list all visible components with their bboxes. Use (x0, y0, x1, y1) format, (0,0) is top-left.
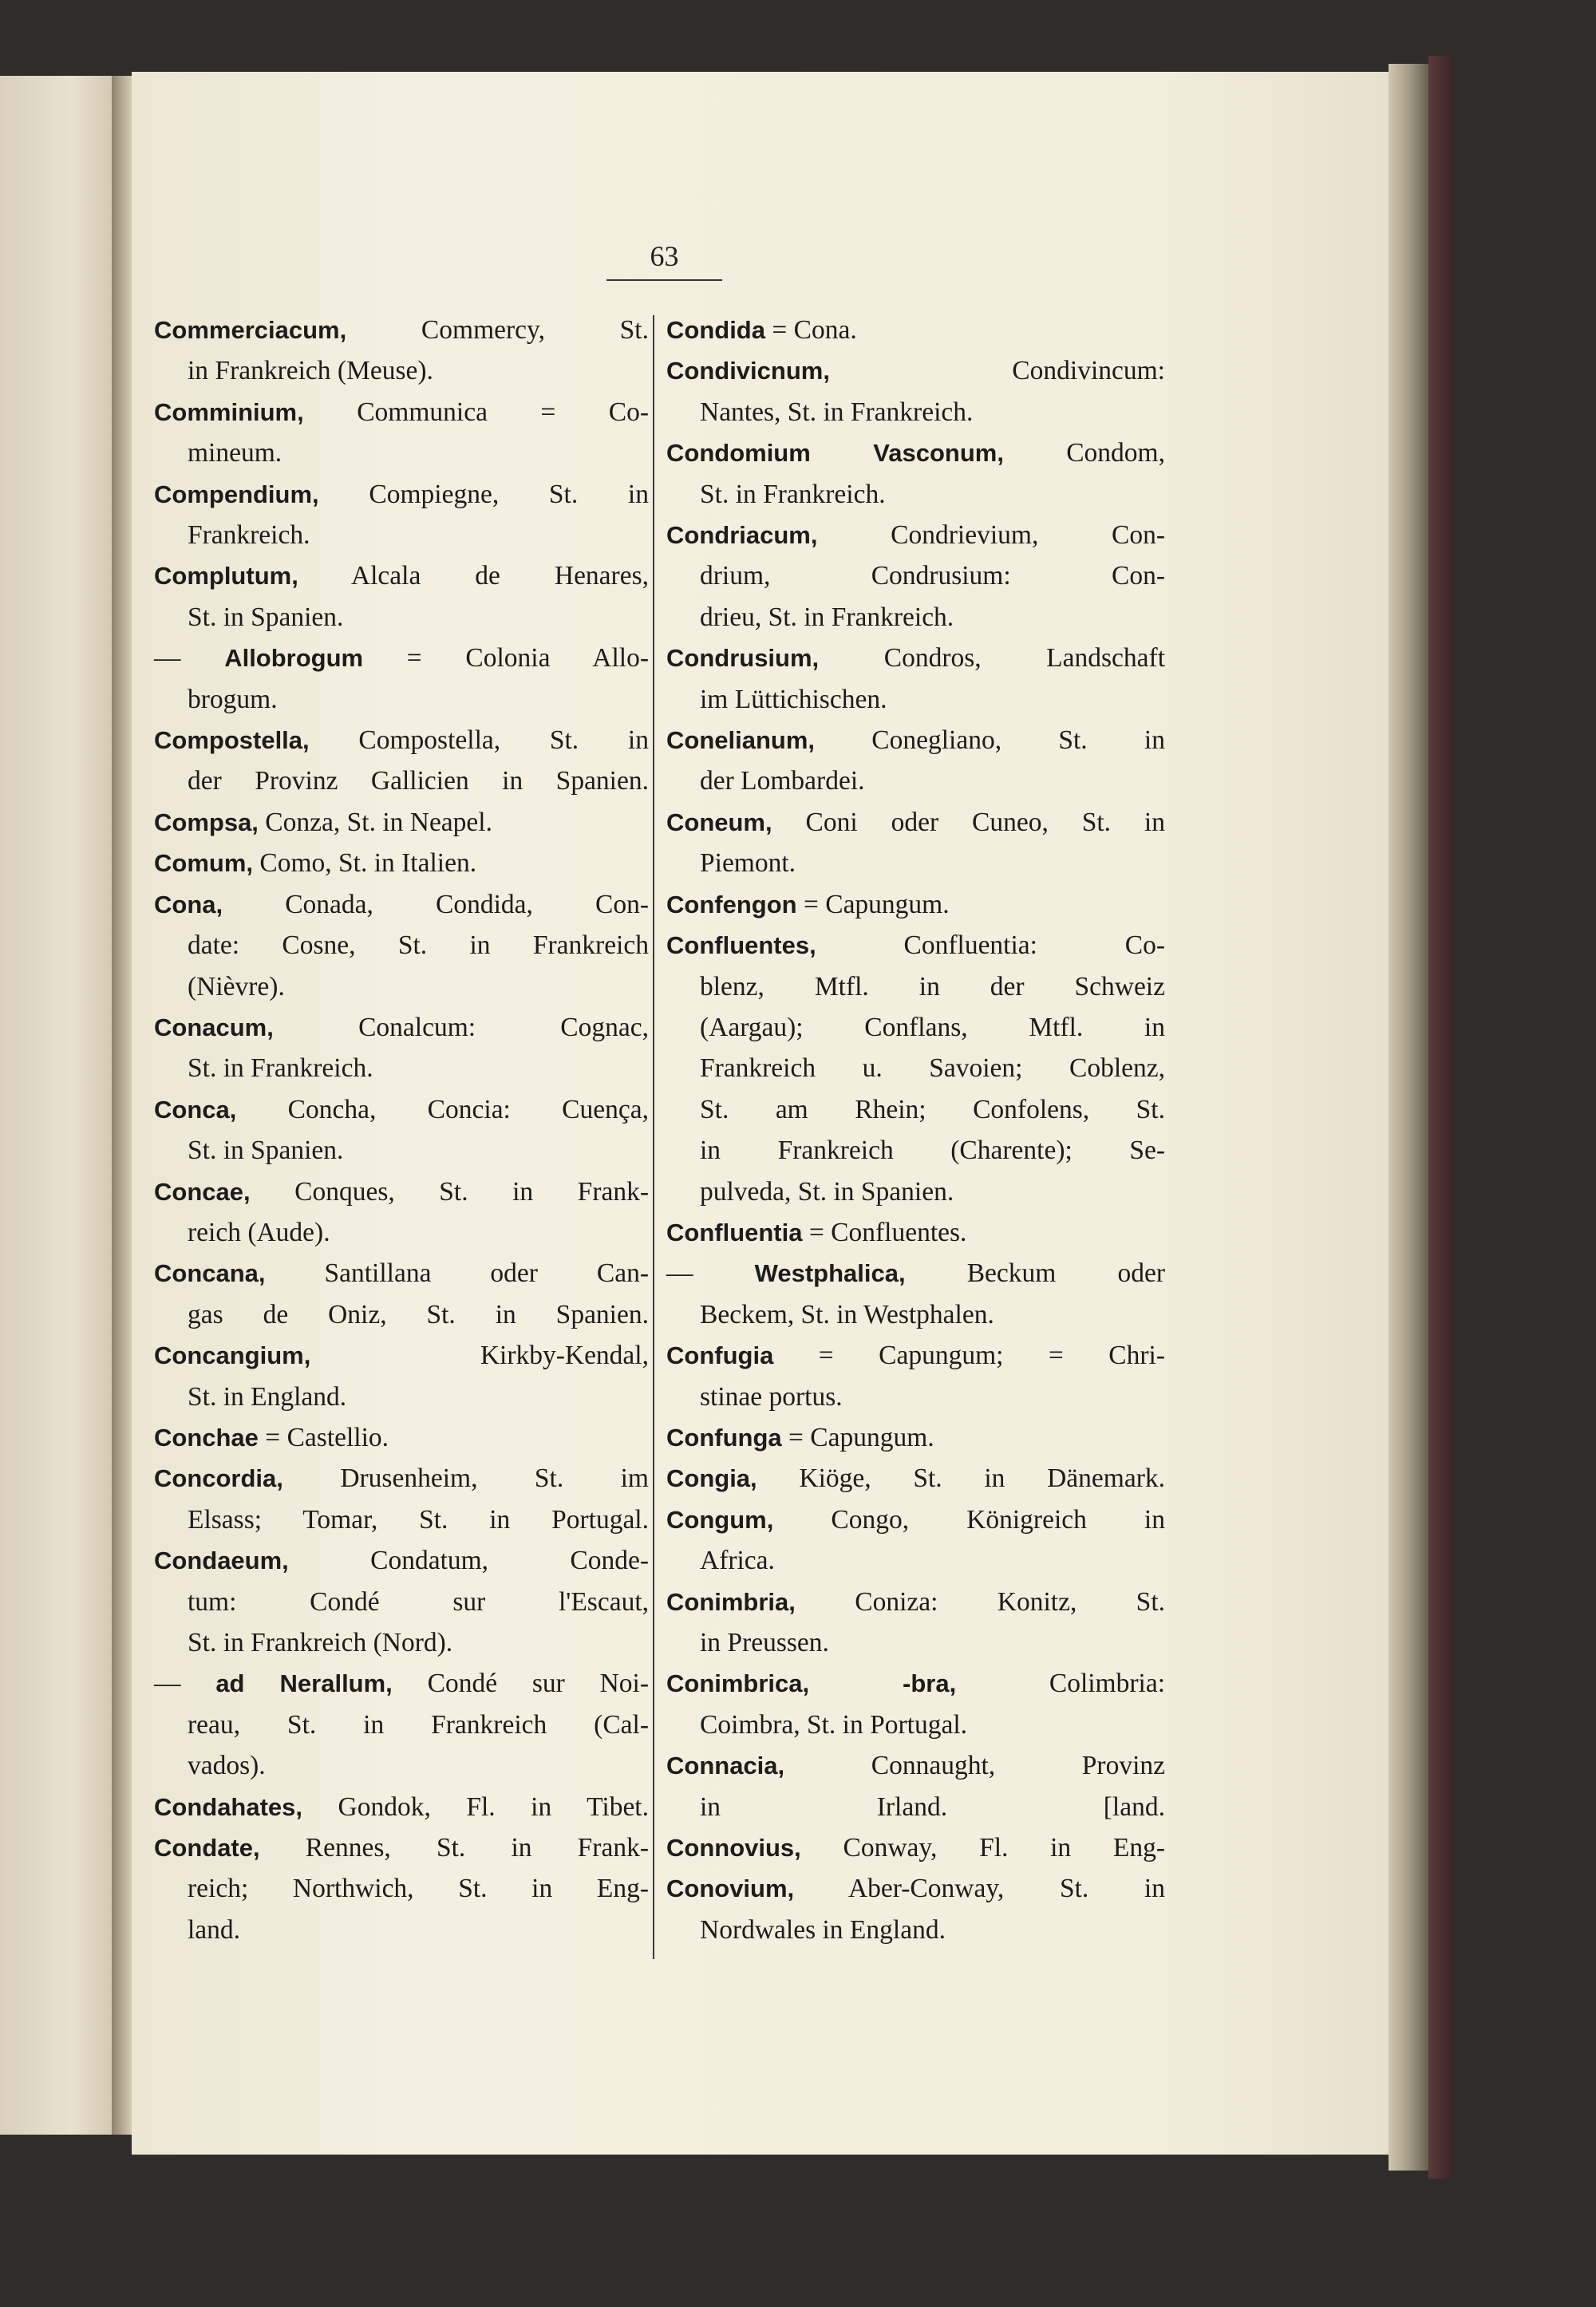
headword: Confugia (666, 1341, 774, 1370)
entry-text: Conques, St. in Frank- (250, 1176, 649, 1207)
headword: Condriacum, (666, 521, 818, 550)
entry-text: Condé sur Noi- (392, 1669, 650, 1699)
text-line (666, 555, 1165, 596)
entry-text: Frankreich u. Savoien; Coblenz, (700, 1053, 1165, 1084)
entry-text: = Capungum. (781, 1422, 934, 1452)
entry-text: Kiöge, St. in Dänemark. (757, 1464, 1165, 1494)
text-line (154, 1622, 649, 1663)
entry-text: in Frankreich (Meuse). (188, 356, 433, 386)
entry-text: date: Cosne, St. in Frankreich (188, 930, 649, 961)
entry-text: = Castellio. (258, 1422, 389, 1452)
text-line (154, 1048, 649, 1088)
headword: Conelianum, (666, 726, 816, 755)
text-line (154, 1171, 649, 1212)
text-line (154, 597, 649, 638)
text-line (666, 1663, 1165, 1704)
headword: Conimbria, (666, 1587, 796, 1616)
text-line (666, 1787, 1165, 1827)
entry-text: = Capungum; = Chri- (773, 1341, 1165, 1371)
entry-text: Coniza: Konitz, St. (795, 1586, 1165, 1617)
entry-text: St. am Rhein; Confolens, St. (700, 1094, 1165, 1124)
text-line (154, 1868, 649, 1909)
text-line (154, 802, 649, 843)
entry-text: im Lüttichischen. (700, 684, 887, 714)
text-line (154, 1212, 649, 1253)
headword: Conacum, (154, 1013, 274, 1041)
entry-text: (Aargau); Conflans, Mtfl. in (700, 1012, 1165, 1042)
text-line (154, 1458, 649, 1499)
text-line (666, 1622, 1165, 1663)
entry-text: Africa. (700, 1546, 775, 1576)
text-line (666, 1417, 1165, 1458)
entry-text: = Colonia Allo- (363, 643, 649, 674)
text-line (666, 1007, 1165, 1048)
entry-text: = Confluentes. (802, 1217, 967, 1247)
headword: Concae, (154, 1177, 251, 1206)
entry-text: Condrievium, Con- (817, 520, 1165, 551)
entry-text: brogum. (188, 684, 278, 714)
entry-text: Condom, (1003, 438, 1165, 468)
entry-text: Commercy, St. (346, 315, 649, 345)
text-line (154, 1089, 649, 1130)
text-line (666, 350, 1165, 391)
text-line (154, 1705, 649, 1745)
entry-text: Piemont. (700, 848, 796, 879)
text-line (154, 720, 649, 760)
headword: Cona, (154, 890, 223, 918)
text-line (666, 597, 1165, 638)
headword: Condida (666, 316, 765, 344)
entry-text: blenz, Mtfl. in der Schweiz (700, 971, 1165, 1001)
headword: Condahates, (154, 1792, 303, 1821)
entry-text: Conada, Condida, Con- (223, 889, 649, 919)
entry-text: vados). (188, 1751, 266, 1781)
text-line (154, 1663, 649, 1704)
text-line (154, 310, 649, 350)
text-line (666, 1827, 1165, 1868)
book-binding (1428, 56, 1452, 2179)
entry-text: der Provinz Gallicien in Spanien. (188, 766, 649, 796)
entry-text: (Nièvre). (188, 971, 285, 1001)
headword: Concordia, (154, 1464, 283, 1493)
text-line (154, 638, 649, 678)
text-line (666, 1458, 1165, 1499)
entry-text: Nantes, St. in Frankreich. (700, 397, 974, 427)
entry-text: Rennes, St. in Frank- (259, 1833, 649, 1863)
left-page-edge (0, 76, 120, 2135)
headword: Congia, (666, 1464, 757, 1493)
right-column (666, 310, 1165, 1950)
entry-text: der Lombardei. (700, 766, 865, 796)
headword: Condrusium, (666, 644, 820, 673)
entry-text: drieu, St. in Frankreich. (700, 602, 954, 632)
headword: Condomium Vasconum, (666, 439, 1004, 468)
headword: Allobrogum (224, 644, 364, 673)
headword: Compsa, (154, 808, 259, 836)
text-line (154, 474, 649, 515)
headword: Conovium, (666, 1874, 795, 1903)
text-line (154, 1377, 649, 1417)
entry-text: St. in Frankreich (Nord). (188, 1628, 453, 1657)
text-line (154, 843, 649, 883)
entry-text: Conza, St. in Neapel. (258, 807, 492, 837)
entry-text: Confluentia: Co- (816, 930, 1165, 961)
entry-text: Conegliano, St. in (815, 725, 1165, 756)
text-line (666, 474, 1165, 515)
headword: Condate, (154, 1834, 260, 1863)
text-line (666, 1294, 1165, 1335)
text-line (154, 1582, 649, 1622)
entry-text: Condivincum: (829, 356, 1165, 386)
text-line (154, 1007, 649, 1048)
text-line (154, 1294, 649, 1335)
entry-text: Frankreich. (188, 520, 310, 551)
headword: Confluentia (666, 1218, 803, 1246)
headword: Confunga (666, 1423, 782, 1452)
headword: Conchae (154, 1423, 259, 1452)
headword: Confengon (666, 890, 797, 918)
text-line (666, 884, 1165, 925)
headword: Comminium, (154, 397, 304, 426)
headword: Compendium, (154, 480, 319, 508)
entry-text: gas de Oniz, St. in Spanien. (188, 1299, 649, 1329)
entry-text: Colimbria: (956, 1669, 1165, 1699)
headword: Conimbrica, -bra, (666, 1669, 957, 1698)
entry-text: in Irland. [land. (700, 1791, 1165, 1822)
headword: Confluentes, (666, 931, 816, 960)
text-line (666, 1048, 1165, 1088)
entry-text: drium, Condrusium: Con- (700, 561, 1165, 591)
text-line (666, 1540, 1165, 1581)
entry-text: = Capungum. (796, 889, 950, 919)
entry-text: = Cona. (765, 315, 857, 345)
headword: Concana, (154, 1259, 266, 1288)
left-column (154, 310, 649, 1950)
text-line (154, 966, 649, 1007)
headword: Compostella, (154, 726, 310, 755)
text-line (666, 310, 1165, 350)
text-line (666, 1705, 1165, 1745)
text-line (666, 1171, 1165, 1212)
text-line (154, 1130, 649, 1171)
text-line (666, 1868, 1165, 1909)
text-line (666, 760, 1165, 801)
entry-text: Conalcum: Cognac, (273, 1012, 649, 1042)
entry-text: St. in Frankreich. (700, 479, 886, 509)
text-line (666, 392, 1165, 433)
entry-text: Coni oder Cuneo, St. in (772, 807, 1165, 837)
entry-text: St. in Spanien. (188, 602, 344, 632)
entry-text: — (154, 643, 225, 674)
column-divider (653, 315, 654, 1959)
text-line (154, 433, 649, 473)
entry-text: stinae portus. (700, 1381, 843, 1412)
headword: Coneum, (666, 808, 772, 836)
entry-text: St. in Spanien. (188, 1136, 344, 1166)
text-line (154, 1910, 649, 1950)
text-line (666, 638, 1165, 678)
text-line (666, 1582, 1165, 1622)
headword: Connovius, (666, 1834, 801, 1863)
entry-text: reau, St. in Frankreich (Cal- (188, 1709, 649, 1740)
entry-text: Compostella, St. in (309, 725, 649, 756)
text-line (154, 1335, 649, 1376)
text-line (154, 884, 649, 925)
entry-text: Coimbra, St. in Portugal. (700, 1709, 967, 1740)
headword: Condivicnum, (666, 357, 830, 385)
entry-text: Congo, Königreich in (773, 1504, 1165, 1535)
entry-text: Conway, Fl. in Eng- (800, 1833, 1165, 1863)
page-number: 63 (606, 239, 722, 281)
text-line (154, 1745, 649, 1786)
headword: Condaeum, (154, 1547, 289, 1575)
text-line (666, 1212, 1165, 1253)
headword: Congum, (666, 1505, 774, 1534)
text-line (666, 802, 1165, 843)
text-line (154, 760, 649, 801)
headword: Conca, (154, 1095, 237, 1124)
entry-text: tum: Condé sur l'Escaut, (188, 1586, 649, 1617)
entry-text: — (154, 1669, 216, 1699)
entry-text: Santillana oder Can- (265, 1258, 649, 1289)
entry-text: reich; Northwich, St. in Eng- (188, 1874, 649, 1904)
entry-text: Como, St. in Italien. (253, 848, 477, 879)
text-line (666, 679, 1165, 720)
headword: Comum, (154, 849, 253, 878)
headword: Connacia, (666, 1752, 785, 1780)
text-line (154, 1827, 649, 1868)
entry-text: St. in England. (188, 1381, 347, 1412)
entry-text: Nordwales in England. (700, 1914, 946, 1945)
text-line (666, 1377, 1165, 1417)
entry-text: Concha, Concia: Cuença, (236, 1094, 649, 1124)
text-line (154, 515, 649, 555)
text-line (666, 720, 1165, 760)
text-line (666, 433, 1165, 473)
text-line (666, 1253, 1165, 1294)
headword: Westphalica, (754, 1259, 906, 1288)
text-line (666, 1499, 1165, 1540)
text-line (154, 1540, 649, 1581)
entry-text: pulveda, St. in Spanien. (700, 1176, 954, 1207)
text-line (666, 925, 1165, 966)
entry-text: — (666, 1258, 755, 1289)
text-line (154, 1499, 649, 1540)
text-line (154, 392, 649, 433)
entry-text: Kirkby-Kendal, (310, 1341, 649, 1371)
text-line (666, 515, 1165, 555)
entry-text: in Preussen. (700, 1628, 829, 1657)
text-line (154, 925, 649, 966)
text-line (666, 1910, 1165, 1950)
entry-text: mineum. (188, 438, 282, 468)
entry-text: land. (188, 1914, 241, 1945)
entry-text: reich (Aude). (188, 1217, 330, 1247)
entry-text: Drusenheim, St. im (282, 1464, 649, 1494)
entry-text: Beckum oder (905, 1258, 1166, 1289)
text-line (666, 1089, 1165, 1130)
text-line (154, 1417, 649, 1458)
entry-text: Condatum, Conde- (288, 1546, 649, 1576)
text-line (666, 1130, 1165, 1171)
text-line (154, 679, 649, 720)
text-line (666, 966, 1165, 1007)
entry-text: Connaught, Provinz (784, 1751, 1165, 1781)
text-line (666, 1335, 1165, 1376)
text-line (154, 1253, 649, 1294)
headword: Complutum, (154, 562, 298, 591)
text-line (154, 350, 649, 391)
headword: Concangium, (154, 1341, 311, 1370)
entry-text: in Frankreich (Charente); Se- (700, 1136, 1165, 1166)
entry-text: Condros, Landschaft (819, 643, 1165, 674)
entry-text: Compiegne, St. in (318, 479, 649, 509)
headword: ad Nerallum, (215, 1669, 393, 1698)
text-line (666, 1745, 1165, 1786)
entry-text: St. in Frankreich. (188, 1053, 373, 1084)
headword: Commerciacum, (154, 316, 347, 344)
entry-text: Aber-Conway, St. in (794, 1874, 1165, 1904)
entry-text: Gondok, Fl. in Tibet. (302, 1791, 649, 1822)
entry-text: Communica = Co- (303, 397, 649, 427)
entry-text: Alcala de Henares, (298, 561, 649, 591)
text-line (154, 1787, 649, 1827)
text-line (154, 555, 649, 596)
entry-text: Beckem, St. in Westphalen. (700, 1299, 994, 1329)
entry-text: Elsass; Tomar, St. in Portugal. (188, 1504, 649, 1535)
text-line (666, 843, 1165, 883)
